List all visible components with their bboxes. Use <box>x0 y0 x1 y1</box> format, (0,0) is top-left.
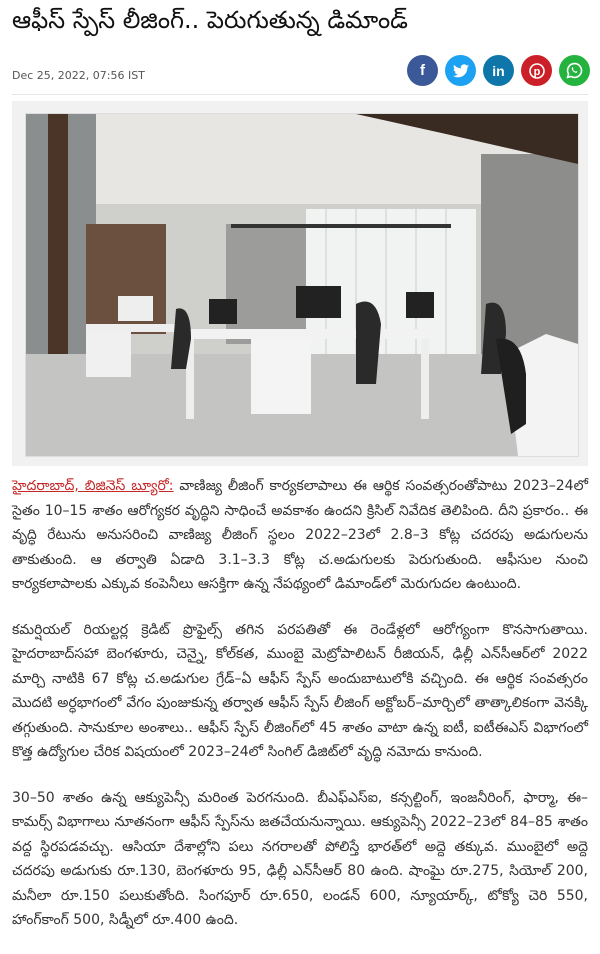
dateline-link[interactable]: హైదరాబాద్, బిజినెస్ బ్యూరో: <box>12 478 174 494</box>
share-buttons <box>407 55 590 86</box>
facebook-share-button[interactable] <box>407 55 438 86</box>
office-interior-illustration <box>26 114 578 456</box>
linkedin-share-button[interactable] <box>483 55 514 86</box>
twitter-share-button[interactable] <box>445 55 476 86</box>
twitter-icon <box>453 64 469 78</box>
paragraph-1-text: వాణిజ్య లీజింగ్ కార్యకలాపాలు ఈ ఆర్థిక సంవత్సరంతోపాటు 2023–24లో సైతం 10–15 శాతం ఆరోగ్యకర వృద్ధిని సాధించే అవకాశం ఉందని క్రిసిల్ నివేదిక తెలిపింది. దీని ప్రకారం.. ఈ వృద్ధి రేటును అనుసరించి వాణిజ్య లీజింగ్ స్థలం 2022–23లో 2.8–3 కోట్ల చదరపు అడుగులను తాకుతుంది. ఆ తర్వాతి ఏడాది 3.1–3.3 కోట్ల చ.అడుగులకు పెరుగుతుంది. ఆఫీసుల నుంచి కార్యకలాపాలకు ఎక్కువ కంపెనీలు ఆసక్తిగా ఉన్న నేపథ్యంలో డిమాండ్‌లో మెరుగుదల ఉంటుంది. <box>12 478 588 592</box>
paragraph-3: 30–50 శాతం ఉన్న ఆక్యుపెన్సీ మరింత పెరగనుంది. బీఎఫ్ఎస్ఐ, కన్సల్టింగ్, ఇంజనీరింగ్, ఫార్మా, ఈ–కామర్స్ విభాగాలు నూతనంగా ఆఫీస్ స్పేస్‌ను జతచేయనున్నాయి. ఆక్యుపెన్సీ 2022–23లో 84–85 శాతం వద్ద స్థిరపడవచ్చు. ఆసియా దేశాల్లోని పలు నగరాలతో పోలిస్తే భారత్‌లో అద్దె తక్కువ. ముంబైలో అద్దె చదరపు అడుగుకు రూ.130, బెంగళూరు 95, ఢిల్లీ ఎన్‌సీఆర్ 80 ఉంది. షాంఘై రూ.275, సియోల్ 200, మనీలా రూ.150 పలుకుతోంది. సింగపూర్ రూ.650, లండన్ 600, న్యూయార్క్, టోక్యో చెరి 550, హాంగ్‌కాంగ్ 500, సిడ్నీలో రూ.400 ఉంది. <box>12 789 588 928</box>
linkedin-icon: in <box>492 62 505 79</box>
facebook-icon: f <box>420 62 425 79</box>
paragraph-1 <box>12 474 588 597</box>
paragraph-2: కమర్షియల్ రియల్టర్ల క్రెడిట్ ప్రొఫైల్స్ తగిన పరపతితో ఈ రెండేళ్లలో ఆరోగ్యంగా కొనసాగుతాయి. హైదరాబాద్‌సహా బెంగళూరు, చెన్నై, కోల్‌కత, ముంబై మెట్రోపాలిటన్ రీజియన్, ఢిల్లీ ఎన్‌సీఆర్‌లో 2022 మార్చి నాటికి 67 కోట్ల చ.అడుగుల గ్రేడ్–ఏ ఆఫీస్ స్పేస్ అందుబాటులోకి వచ్చింది. ఈ ఆర్థిక సంవత్సరం మొదటి అర్ధభాగంలో వేగం పుంజుకున్న తర్వాత ఆఫీస్ స్పేస్ లీజింగ్ అక్టోబర్–మార్చిలో తాత్కాలికంగా వెనక్కి తగ్గుతుంది. సానుకూల అంశాలు.. ఆఫీస్ స్పేస్ లీజింగ్‌లో 45 శాతం వాటా ఉన్న ఐటీ, ఐటీఈఎస్ విభాగంలో కొత్త ఉద్యోగుల చేరిక విషయంలో 2023–24లో సింగిల్ డిజిట్‌లో వృద్ధి నమోదు కానుంది. <box>12 621 588 760</box>
article-body <box>12 474 588 954</box>
article-image-container <box>12 101 588 466</box>
pinterest-icon <box>529 63 545 79</box>
whatsapp-icon <box>566 62 583 79</box>
office-photo <box>25 113 579 457</box>
svg-text:p: p <box>533 65 540 78</box>
whatsapp-share-button[interactable] <box>559 55 590 86</box>
divider <box>12 94 588 95</box>
publish-date: Dec 25, 2022, 07:56 IST <box>12 69 145 82</box>
article-title: ఆఫీస్ స్పేస్ లీజింగ్.. పెరుగుతున్న డిమాండ్ <box>12 6 408 34</box>
pinterest-share-button[interactable] <box>521 55 552 86</box>
